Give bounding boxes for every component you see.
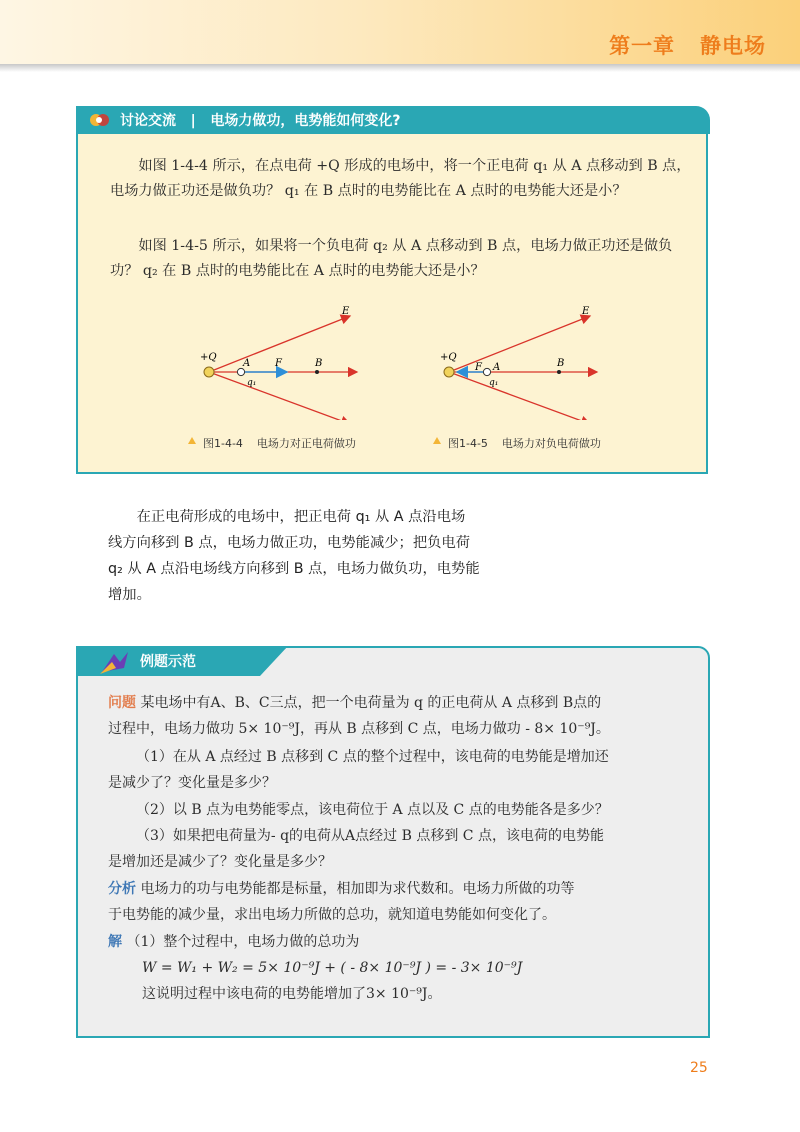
sub-question-2: （2）以 B 点为电势能零点，该电荷位于 A 点以及 C 点的电势能各是多少？ — [136, 802, 609, 818]
label-q: q₁ — [489, 378, 499, 388]
source-charge — [204, 367, 214, 377]
discussion-paragraph-1: 如图 1-4-4 所示，在点电荷 +Q 形成的电场中，将一个正电荷 q₁ 从 A 点移动到 B 点，电场力做正功还是做负功？ q₁ 在 B 点时的电势能比在 A 点时的电势能大还是小？ — [110, 158, 691, 199]
conclusion-paragraph: 在正电荷形成的电场中，把正电荷 q₁ 从 A 点沿电场 线方向移到 B 点，电场力做正功，电势能减少；把负电荷 q₂ 从 A 点沿电场线方向移到 B 点，电场力做负功，电势能 增加。 — [108, 509, 480, 603]
page-number: 25 — [690, 1060, 708, 1076]
example-title: 例题示范 — [140, 654, 196, 670]
label-a: A — [493, 362, 501, 373]
field-line-down — [209, 372, 350, 420]
field-line-down — [449, 372, 590, 420]
sub-question-3-cont: 是增加还是减少了？变化量是多少？ — [108, 854, 332, 870]
label-b: B — [315, 358, 323, 369]
solution-tag: 解 — [108, 934, 122, 950]
test-charge — [237, 368, 244, 375]
label-charge: +Q — [440, 352, 457, 363]
label-e: E — [342, 306, 350, 317]
field-line-up — [449, 316, 590, 372]
caption-marker-left — [188, 437, 196, 445]
solution-equation: W = W₁ + W₂ = 5× 10⁻⁹J + ( - 8× 10⁻⁹J ) = - 3× 10⁻⁹J — [142, 960, 523, 976]
point-b — [315, 370, 319, 374]
figure-caption-right: 图1-4-5 电场力对负电荷做功 — [448, 437, 601, 450]
label-b: B — [557, 358, 565, 369]
example-analysis: 分析 电场力的功与电势能都是标量，相加即为求代数和。电场力所做的功等 — [108, 881, 575, 897]
chapter-title: 第一章 静电场 — [609, 34, 766, 58]
label-charge: +Q — [200, 352, 217, 363]
example-solution: 解 （1）整个过程中，电场力做的总功为 — [108, 934, 360, 950]
caption-marker-right — [433, 437, 441, 445]
sub-question-1-cont: 是减少了？变化量是多少？ — [108, 775, 276, 791]
discussion-title — [120, 110, 401, 130]
figure-caption-left: 图1-4-4 电场力对正电荷做功 — [203, 437, 356, 450]
question-tag: 问题 — [108, 695, 136, 711]
solution-conclusion: 这说明过程中该电荷的电势能增加了3× 10⁻⁹J。 — [142, 986, 442, 1002]
example-question-line2: 过程中，电场力做功 5× 10⁻⁹J，再从 B 点移到 C 点，电场力做功 - 8× 10⁻⁹J。 — [108, 721, 610, 737]
label-f: F — [475, 362, 482, 373]
figure-negative-charge — [435, 300, 615, 420]
sub-question-1: （1）在从 A 点经过 B 点移到 C 点的整个过程中，该电荷的电势能是增加还 — [136, 749, 609, 765]
analysis-tag: 分析 — [108, 881, 136, 897]
discussion-paragraph-2: 如图 1-4-5 所示，如果将一个负电荷 q₂ 从 A 点移动到 B 点，电场力做正功还是做负功？ q₂ 在 B 点时的电势能比在 A 点时的电势能大还是小？ — [110, 238, 673, 279]
discussion-icon — [88, 110, 112, 130]
discussion-topic: 电场力做功，电势能如何变化? — [210, 113, 401, 129]
title-separator: | — [190, 113, 196, 129]
figure-positive-charge — [195, 300, 375, 420]
example-question: 问题 某电场中有A、B、C三点，把一个电荷量为 q 的正电荷从 A 点移到 B点的 — [108, 695, 602, 711]
example-analysis-line2: 于电势能的减少量，求出电场力所做的总功，就知道电势能如何变化了。 — [108, 907, 556, 923]
point-b — [557, 370, 561, 374]
source-charge — [444, 367, 454, 377]
header-shadow — [0, 64, 800, 72]
example-icon — [98, 648, 132, 676]
label-e: E — [582, 306, 590, 317]
label-q: q₁ — [247, 378, 257, 388]
sub-question-3: （3）如果把电荷量为- q的电荷从A点经过 B 点移到 C 点，该电荷的电势能 — [136, 828, 604, 844]
label-f: F — [275, 358, 282, 369]
discussion-label: 讨论交流 — [120, 113, 176, 129]
test-charge — [483, 368, 490, 375]
label-a: A — [243, 358, 251, 369]
